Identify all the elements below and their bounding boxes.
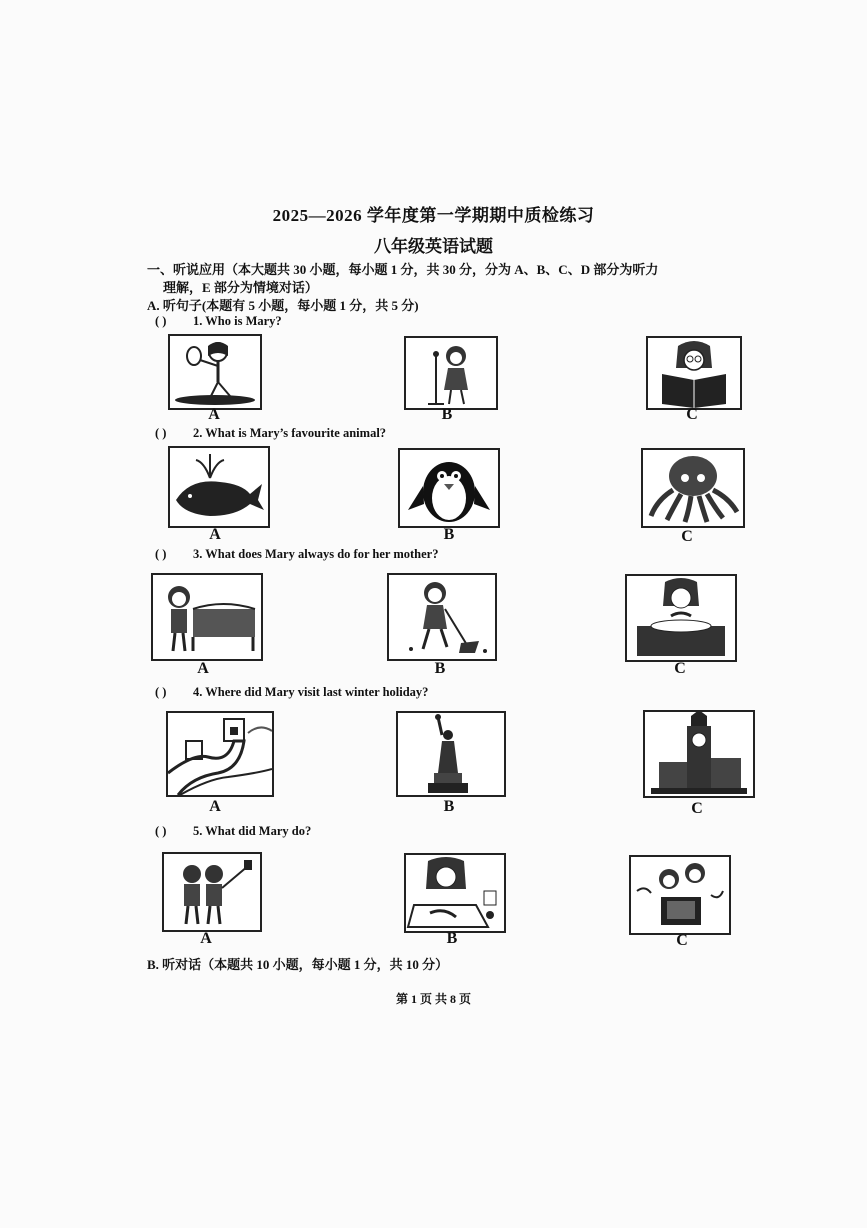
section-one-heading-cont: 理解，E 部分为情境对话） [163, 280, 318, 295]
answer-blank[interactable]: ( ) [155, 685, 167, 699]
q1-option-c-image[interactable] [646, 336, 742, 410]
girls-taking-selfie-icon [164, 854, 260, 930]
q5-label-a: A [200, 930, 212, 947]
great-wall-icon [168, 713, 272, 795]
q4-option-b-image[interactable] [396, 711, 506, 797]
q2-option-c-image[interactable] [641, 448, 745, 528]
whale-icon [170, 448, 268, 526]
octopus-icon [643, 450, 743, 526]
q4-label-c: C [691, 800, 703, 817]
q5-option-c-image[interactable] [629, 855, 731, 935]
q2-option-a-image[interactable] [168, 446, 270, 528]
girl-playing-tennis-icon [170, 336, 260, 408]
q2-option-b-image[interactable] [398, 448, 500, 528]
q4-option-a-image[interactable] [166, 711, 274, 797]
girl-singing-microphone-icon [406, 338, 496, 408]
q3-option-c-image[interactable] [625, 574, 737, 662]
answer-blank[interactable]: ( ) [155, 824, 167, 838]
q1-label-a: A [208, 406, 220, 423]
q1-label-c: C [686, 406, 698, 423]
q3-label-c: C [674, 660, 686, 677]
question-5: ( ) 5. What did Mary do? [155, 824, 312, 838]
answer-blank[interactable]: ( ) [155, 547, 167, 561]
q2-label-b: B [443, 526, 455, 543]
q5-label-c: C [676, 932, 688, 949]
q1-label-b: B [441, 406, 453, 423]
q1-option-b-image[interactable] [404, 336, 498, 410]
girl-making-bed-icon [153, 575, 261, 659]
q3-label-b: B [434, 660, 446, 677]
penguin-icon [400, 450, 498, 526]
girl-painting-icon [406, 855, 504, 931]
question-4: ( ) 4. Where did Mary visit last winter holiday? [155, 685, 429, 699]
part-b-heading: B. 听对话（本题共 10 小题，每小题 1 分，共 10 分） [147, 957, 449, 972]
q4-label-b: B [443, 798, 455, 815]
exam-subtitle: 八年级英语试题 [374, 237, 493, 256]
question-1: ( ) 1. Who is Mary? [155, 314, 282, 328]
page-footer: 第 1 页 共 8 页 [395, 992, 471, 1006]
q5-option-a-image[interactable] [162, 852, 262, 932]
q4-option-c-image[interactable] [643, 710, 755, 798]
q3-option-a-image[interactable] [151, 573, 263, 661]
big-ben-icon [645, 712, 753, 796]
q2-label-a: A [209, 526, 221, 543]
q2-label-c: C [681, 528, 693, 545]
q1-option-a-image[interactable] [168, 334, 262, 410]
q5-option-b-image[interactable] [404, 853, 506, 933]
q3-label-a: A [197, 660, 209, 677]
question-3: ( ) 3. What does Mary always do for her mother? [155, 547, 439, 561]
answer-blank[interactable]: ( ) [155, 426, 167, 440]
kids-using-computer-icon [631, 857, 729, 933]
exam-title: 2025—2026 学年度第一学期期中质检练习 [272, 206, 595, 225]
answer-blank[interactable]: ( ) [155, 314, 167, 328]
q3-option-b-image[interactable] [387, 573, 497, 661]
statue-of-liberty-icon [398, 713, 504, 795]
part-a-heading: A. 听句子(本题有 5 小题，每小题 1 分，共 5 分) [147, 298, 419, 313]
girl-washing-dishes-icon [627, 576, 735, 660]
q4-label-a: A [209, 798, 221, 815]
section-one-heading: 一、听说应用（本大题共 30 小题，每小题 1 分，共 30 分，分为 A、B、C、D 部分为听力 [147, 262, 659, 277]
girl-reading-book-icon [648, 338, 740, 408]
question-2: ( ) 2. What is Mary’s favourite animal? [155, 426, 387, 440]
q5-label-b: B [446, 930, 458, 947]
girl-sweeping-floor-icon [389, 575, 495, 659]
